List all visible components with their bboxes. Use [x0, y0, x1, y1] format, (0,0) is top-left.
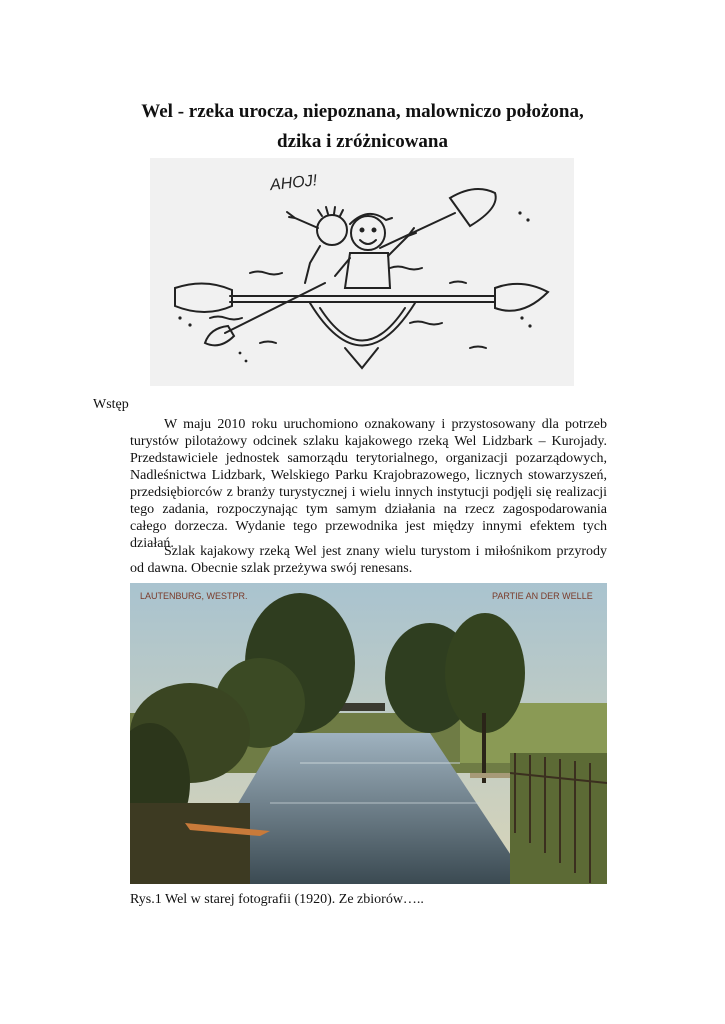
river-postcard-drawing [130, 583, 607, 884]
intro-paragraph-1: W maju 2010 roku uruchomiono oznakowany i przystosowany dla potrzeb turystów pilotażowy odcinek szlaku kajakowego rzeką Wel Lidzbark – Kurojady. Przedstawiciele jednostek samorządu terytorialnego, organizacji pozarządowych, Nadleśnictwa Lidzbark, Welskiego Parku Krajobrazowego, licznych stowarzyszeń, przedsiębiorców z branży turystycznej i wielu innych instytucji podjęli się realizacji tego zadania, rozpoczynając tym samym działania na rzecz zagospodarowania całego dorzecza. Wydanie tego przewodnika jest między innymi efektem tych działań. [130, 417, 607, 551]
postcard-label-right: PARTIE AN DER WELLE [492, 591, 593, 601]
page-title-line-1: Wel - rzeka urocza, niepoznana, malowniczo położona, [141, 101, 584, 122]
river-postcard-photo [130, 583, 607, 884]
section-heading-intro: Wstęp [93, 397, 129, 412]
figure-caption: Rys.1 Wel w starej fotografii (1920). Ze zbiorów….. [130, 892, 424, 907]
ahoj-speech-text: AHOJ! [269, 172, 318, 195]
page-title-line-2: dzika i zróżnicowana [277, 131, 448, 152]
kayak-cartoon-illustration [150, 158, 574, 386]
intro-paragraph-2: Szlak kajakowy rzeką Wel jest znany wielu turystom i miłośnikom przyrody od dawna. Obecnie szlak przeżywa swój renesans. [130, 544, 607, 576]
postcard-label-left: LAUTENBURG, WESTPR. [140, 591, 248, 601]
kayak-cartoon-drawing [150, 158, 574, 386]
